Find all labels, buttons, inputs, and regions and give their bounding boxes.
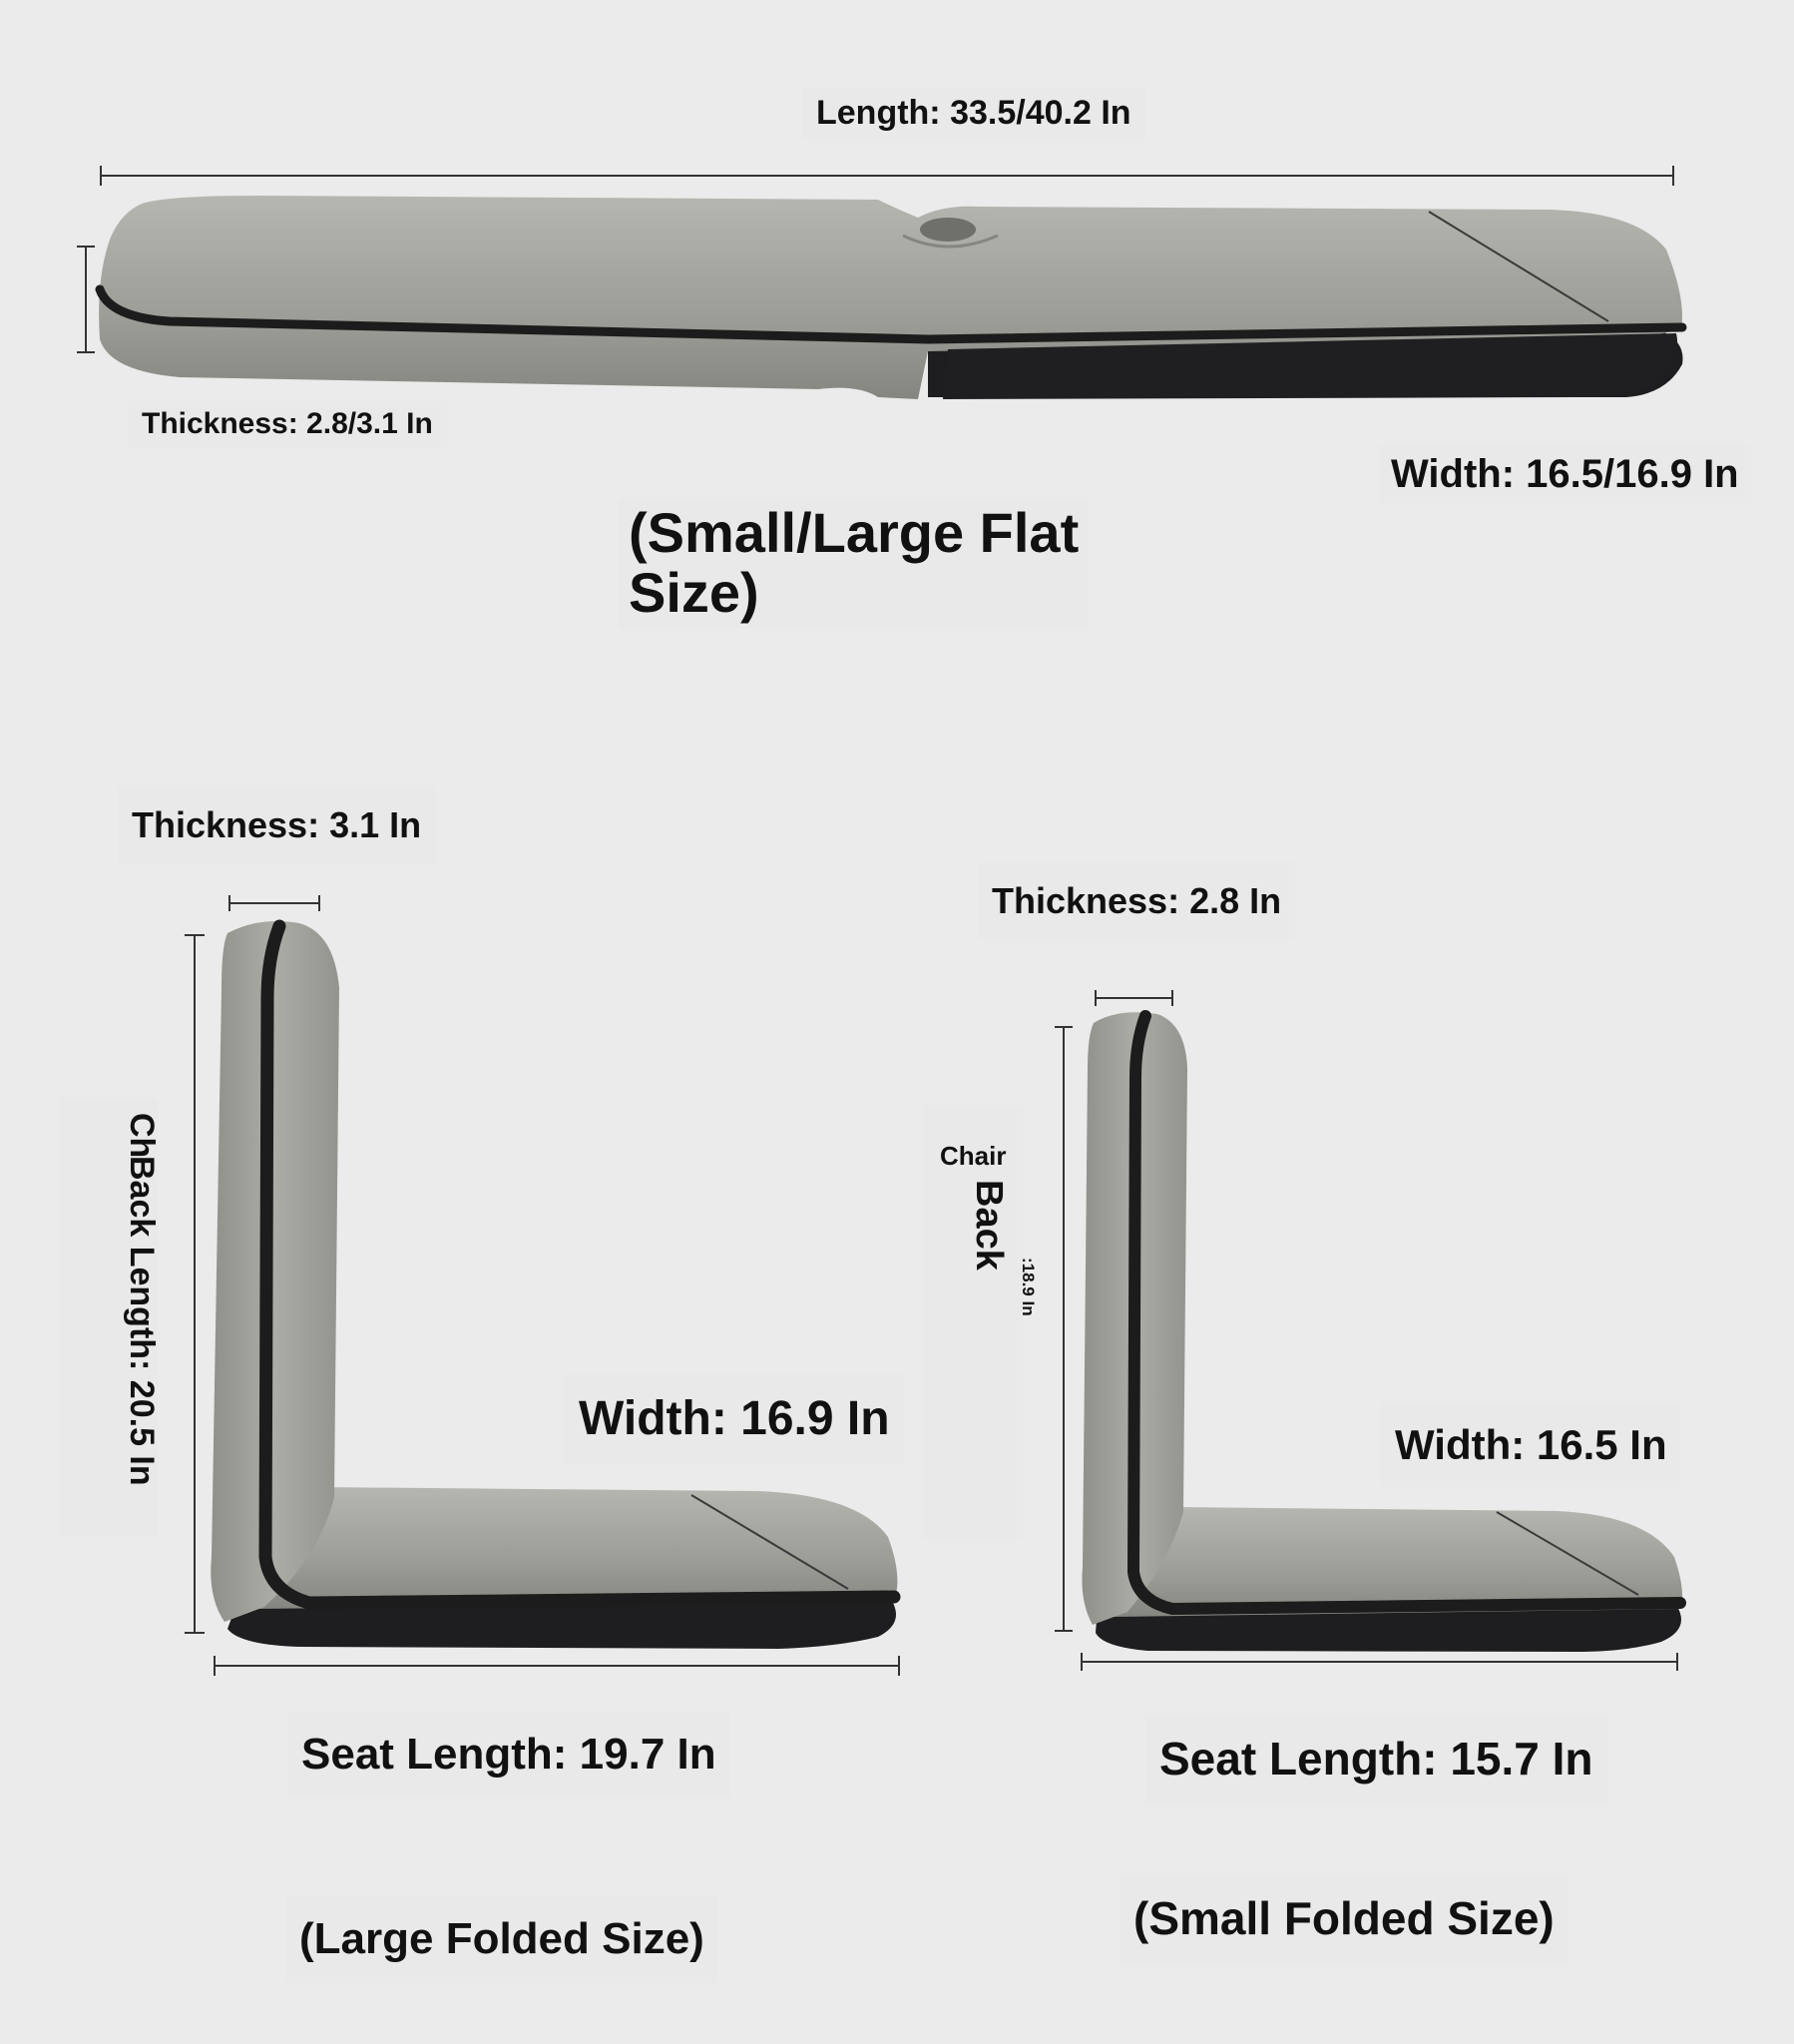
small-folded-cushion	[1082, 1012, 1682, 1652]
large-seat-length-line	[215, 1656, 899, 1676]
small-back-length-line	[1055, 1027, 1073, 1631]
flat-caption-line1: (Small/Large Flat	[629, 501, 1080, 564]
small-back-chair-word: Chair	[940, 1141, 1007, 1171]
small-width-label: Width: 16.5 In	[1381, 1403, 1681, 1487]
flat-thickness-line	[77, 247, 95, 352]
large-back-length-label: Back Length: 20.5 In	[123, 1156, 161, 1486]
large-thickness-label: Thickness: 3.1 In	[118, 786, 435, 863]
small-back-back-word: Back	[968, 1180, 1010, 1271]
large-thickness-line	[229, 895, 319, 911]
flat-cushion	[99, 196, 1682, 399]
small-seat-length-label: Seat Length: 15.7 In	[1145, 1715, 1607, 1803]
large-width-label: Width: 16.9 In	[565, 1373, 904, 1464]
small-seat-length-line	[1082, 1653, 1677, 1671]
small-caption: (Small Folded Size)	[1120, 1874, 1569, 1963]
flat-caption	[619, 499, 1089, 628]
small-thickness-line	[1096, 990, 1172, 1006]
large-caption: (Large Folded Size)	[285, 1896, 718, 1983]
large-back-length-line	[185, 935, 205, 1633]
flat-thickness-label: Thickness: 2.8/3.1 In	[128, 401, 447, 448]
flat-width-label: Width: 16.5/16.9 In	[1379, 445, 1751, 503]
small-thickness-label: Thickness: 2.8 In	[978, 862, 1295, 939]
flat-length-line	[101, 166, 1673, 186]
flat-length-label: Length: 33.5/40.2 In	[802, 88, 1145, 139]
flat-caption-line2: Size)	[629, 561, 759, 625]
small-back-length-value: :18.9 In	[1019, 1258, 1038, 1316]
large-back-length-prefix: Ch	[123, 1113, 161, 1159]
large-seat-length-label: Seat Length: 19.7 In	[287, 1712, 730, 1798]
large-folded-cushion	[211, 921, 897, 1649]
